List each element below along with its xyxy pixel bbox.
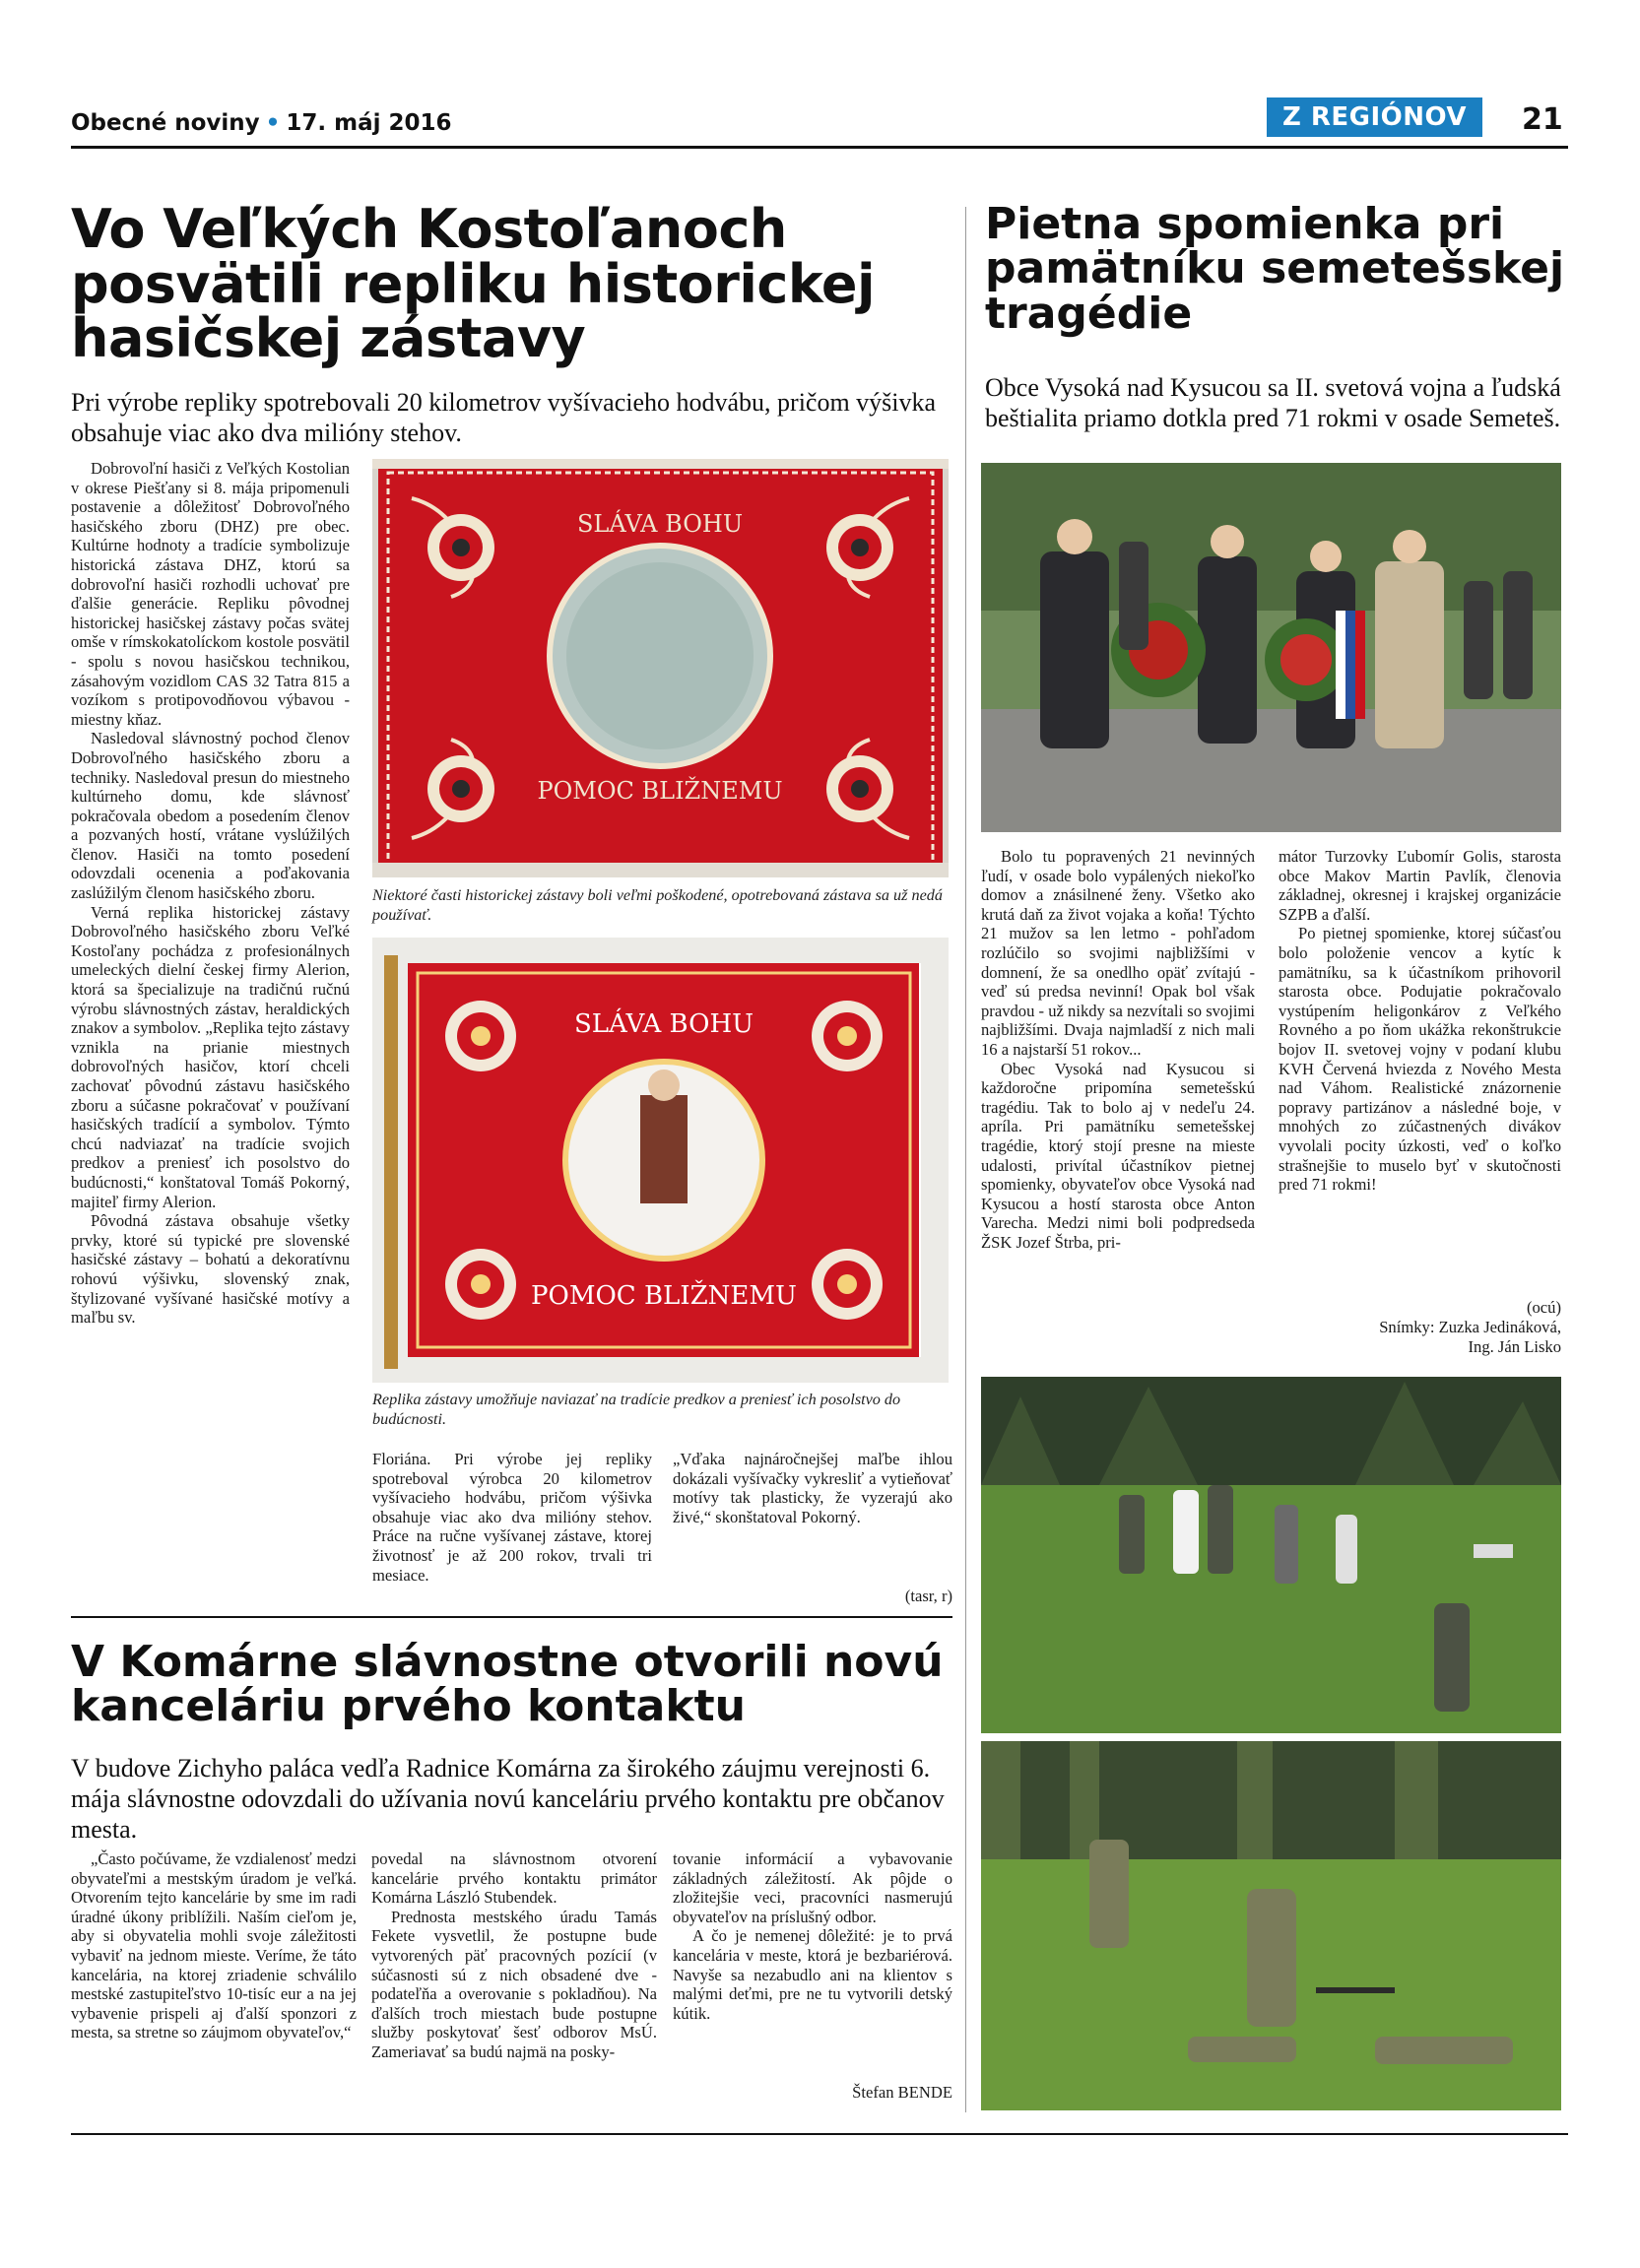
caption-replica-flag: Replika zástavy umožňuje naviazať na tradície predkov a preniesť ich posolstvo do budúcnosti. (372, 1391, 901, 1428)
header-rule (71, 146, 1568, 149)
flag2-text-bottom: POMOC BLIŽNEMU (531, 1281, 797, 1311)
paragraph: Nasledoval slávnostný pochod členov Dobrovoľného hasičského zboru a techniky. Nasledoval presun do miestneho kultúrneho domu, kde slávnosť pokračovala obedom a posedením členov a pozvaných hostí, vrátane vyslúžilých členov. Hasiči na tomto posedení odovzdali ocenenia a poďakovania zaslúžilým členom hasičského zboru. (71, 729, 350, 903)
flag1-text-bottom: POMOC BLIŽNEMU (537, 777, 783, 805)
paragraph: „Často počúvame, že vzdialenosť medzi obyvateľmi a mestským úradom je veľká. Otvorením tejto kancelárie by sme im radi úradné úkony priblížili. Naším cieľom je, aby si obyvatelia mohli svoje záležitosti vybaviť na jednom mieste. Veríme, že táto kancelária, na ktorej zriadenie schválilo mestské zastupiteľstvo 10-tisíc eur a na jej vybavenie prispeli aj ďalší sponzori z mesta, sa stretne so záujmom obyvateľov,“ (71, 1849, 357, 2042)
paragraph: Prednosta mestského úradu Tamás Fekete vysvetlil, že postupne bude vytvorených päť pracovných pozícií (v súčasnosti sú z nich obsadené dve - podateľňa a overovanie s pokladňou). Na ďalších troch miestach bude postupne služby poskytovať šesť odborov MsÚ. Zameriavať sa budú najmä na posky- (371, 1907, 657, 2061)
article1-lead: Pri výrobe repliky spotrebovali 20 kilometrov vyšívacieho hodvábu, pričom výšivka obsahuje viac ako dva milióny stehov. (71, 388, 937, 448)
paragraph: Verná replika historickej zástavy Dobrovoľného hasičského zboru Veľké Kostoľany pochádza z profesionálnych umeleckých dielní českej firmy Alerion, ktorá sa špecializuje na tradičnú ručnú výrobu slávnostných zástav, heraldických znakov a symbolov. „Replika tejto zástavy vznikla na prianie miestnych dobrovoľných hasičov, ktorí chceli zachovať pôvodnú zástavu hasičského zboru a súčasne pokračovať v používaní hasičských tradícií a symbolov. Týmto chcú nadviazať na tradície svojich predkov a preniesť ich posolstvo do budúcnosti,“ konštatoval Tomáš Pokorný, majiteľ firmy Alerion. (71, 902, 350, 1211)
article1-credit: (tasr, r) (904, 1587, 952, 1605)
paragraph: „Vďaka najnáročnejšej maľbe ihlou dokázali vyšívačky vykresliť a vytieňovať motívy tak plasticky, že vyzerajú ako živé,“ skonštatoval Pokorný. (673, 1450, 952, 1526)
article2-lead: Obce Vysoká nad Kysucou sa II. svetová vojna a ľudská beštialita priamo dotkla pred 71 rokmi v osade Semeteš. (985, 373, 1561, 433)
paragraph: tovanie informácií a vybavovanie základných záležitostí. Ak pôjde o zložitejšie veci, pracovníci nasmerujú obyvateľov na príslušný odbor. (673, 1849, 952, 1926)
paragraph: A čo je nemenej dôležité: je to prvá kancelária v meste, ktorá je bezbariérová. Navyše sa nezabudlo ani na klientov s malými deťmi, pre ne tu vytvorili detský kútik. (673, 1926, 952, 2023)
paragraph: mátor Turzovky Ľubomír Golis, starosta obce Makov Martin Pavlík, členovia základnej, okresnej i krajskej organizácie SZPB a ďalší. (1279, 847, 1561, 924)
article3-credit: Štefan BENDE (852, 2083, 952, 2102)
paragraph: Bolo tu popravených 21 nevinných ľudí, v osade bolo vypálených niekoľko domov a znásilnené ženy. Všetko ako krutá daň za život vojaka a koňa! Týchto 21 mužov sa len letmo - pohľadom rozlúčilo so svojimi najbližšími v domnení, že sa onedlho opäť zvítajú - veď sú predsa nevinní! Opak bol však pravdou - už nikdy sa nezvítali so svojimi najbližšími. Dvaja najmladší z nich mali 16 a najstarší 51 rokov... (981, 847, 1255, 1059)
paragraph: Floriána. Pri výrobe jej repliky spotreboval výrobca 20 kilometrov vyšívacieho hodvábu, pričom výšivka obsahuje viac ako dva milióny stehov. Práce na ručne vyšívanej zástave, ktorej životnosť je až 200 rokov, trvali tri mesiace. (372, 1450, 652, 1585)
article3-title: V Komárne slávnostne otvorili novú kanceláriu prvého kontaktu (71, 1637, 944, 1732)
article2-credit (1279, 1298, 1561, 1357)
paragraph: Po pietnej spomienke, ktorej súčasťou bolo položenie vencov a kytíc k pamätníku, sa k účastníkom prihovoril starosta obce. Podujatie pokračovalo vystúpením heligonkárov z Veľkého Rovného a po ňom ukážka rekonštrukcie bojov II. svetovej vojny v podaní klubu KVH Červená hviezda z Nového Mesta nad Váhom. Realistické znázornenie popravy partizánov a následné boje, v mnohých zo zúčastnených divákov vyvolali pocity úzkosti, veď o koľko strašnejšie to muselo byť v skutočnosti pred 71 rokmi! (1279, 924, 1561, 1195)
photo-credit-2: Ing. Ján Lisko (1468, 1337, 1561, 1356)
column-divider (965, 207, 966, 2112)
photo-old-flag (372, 459, 949, 877)
section-tag: Z REGIÓNOV (1267, 97, 1482, 137)
paragraph: Dobrovoľní hasiči z Veľkých Kostolian v okrese Piešťany si 8. mája pripomenuli postavenie a dôležitosť Dobrovoľného hasičského zboru (DHZ) pre obec. Kultúrne hodnoty a tradície symbolizuje historická zástava DHZ, ktorú sa dobrovoľní hasiči rozhodli uchovať pre ďalšie generácie. Repliku pôvodnej historickej hasičskej zástavy počas svätej omše v rímskokatolíckom kostole posvätil - spolu s novou hasičskou technikou, zásahovým vozidlom CAS 32 Tatra 815 a vozíkom s protipovodňovou výbavou - miestny kňaz. (71, 459, 350, 729)
flag1-text-top: SLÁVA BOHU (576, 510, 744, 538)
photo-ceremony (981, 463, 1561, 832)
article1-column-1 (71, 459, 350, 1328)
paper-name: Obecné noviny (71, 110, 260, 136)
photo-replica-flag (372, 938, 949, 1383)
article-divider (71, 1616, 952, 1618)
masthead (71, 110, 452, 136)
caption-old-flag: Niektoré časti historickej zástavy boli veľmi poškodené, opotrebovaná zástava sa už nedá používať. (372, 886, 943, 924)
footer-rule (71, 2133, 1568, 2135)
article3-column-1 (71, 1849, 357, 2042)
author-initials: (ocú) (1526, 1298, 1561, 1317)
flag2-text-top: SLÁVA BOHU (573, 1009, 754, 1039)
article2-column-1 (981, 847, 1255, 1252)
issue-date: 17. máj 2016 (286, 110, 452, 136)
photo-reenactment-1 (981, 1377, 1561, 1733)
article1-title: Vo Veľkých Kostoľanoch posvätili repliku historickej hasičskej zástavy (71, 198, 876, 370)
article3-lead: V budove Zichyho paláca vedľa Radnice Komárna za širokého záujmu verejnosti 6. mája slávnostne odovzdali do užívania novú kanceláriu prvého kontaktu pre občanov mesta. (71, 1754, 945, 1845)
article3-column-2 (371, 1849, 657, 2062)
article1-column-3 (673, 1450, 952, 1526)
paragraph: Pôvodná zástava obsahuje všetky prvky, ktoré sú typické pre slovenské hasičské zástavy – bohatú a dekoratívnu rohovú výšivku, slovenský znak, štylizované vyšívané hasičské motívy a maľbu sv. (71, 1211, 350, 1328)
article2-column-2 (1279, 847, 1561, 1195)
paragraph: povedal na slávnostnom otvorení kancelárie prvého kontaktu primátor Komárna László Stubendek. (371, 1849, 657, 1908)
photo-reenactment-2 (981, 1741, 1561, 2110)
separator-dot: • (265, 110, 281, 136)
photo-credit: Snímky: Zuzka Jedináková, (1379, 1318, 1561, 1336)
article1-column-2 (372, 1450, 652, 1585)
article2-title: Pietna spomienka pri pamätníku semetešskej tragédie (985, 199, 1565, 339)
page-number: 21 (1522, 102, 1563, 137)
article3-column-3 (673, 1849, 952, 2023)
paragraph: Obec Vysoká nad Kysucou si každoročne pripomína semetešskú tragédiu. Tak to bolo aj v nedeľu 24. apríla. Pri pamätníku semetešskej tragédie, ktorý stojí presne na mieste udalosti, privítal účastníkov pietnej spomienky, obyvateľov obce Vysoká nad Kysucou a hostí starosta obce Anton Varecha. Medzi nimi boli podpredseda ŽSK Jozef Štrba, pri- (981, 1059, 1255, 1252)
